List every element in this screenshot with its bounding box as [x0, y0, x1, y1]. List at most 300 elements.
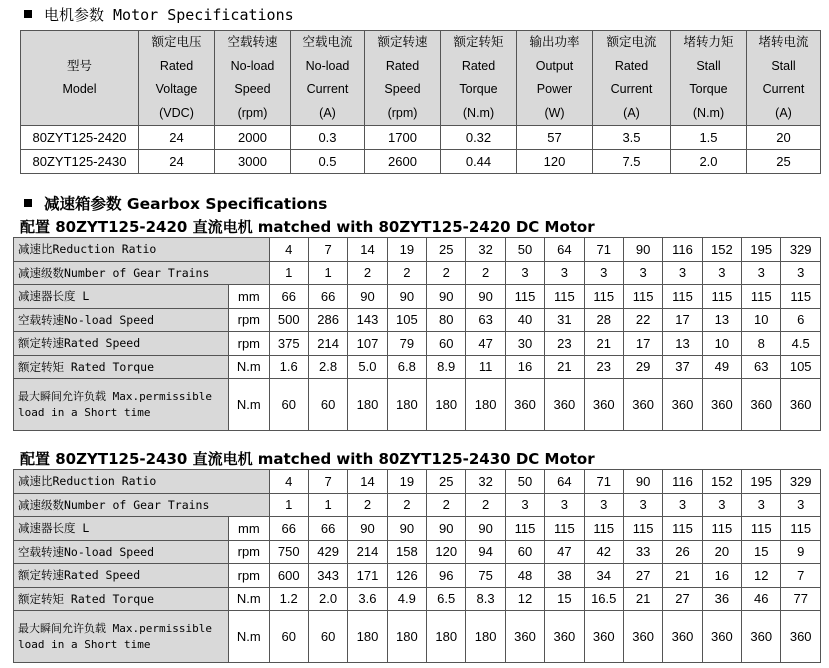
value-cell: 23: [545, 332, 584, 356]
gearbox-table-2-title: 配置 80ZYT125-2430 直流电机 matched with 80ZYT125-2430 DC Motor: [20, 450, 595, 468]
header-line: (VDC): [159, 105, 194, 120]
value-cell: 77: [781, 587, 821, 611]
value-cell: 90: [387, 285, 426, 309]
unit-cell: N.m: [229, 611, 269, 663]
value-cell: 37: [663, 355, 702, 379]
value-cell: 3: [663, 493, 702, 517]
value-cell: 8.9: [427, 355, 466, 379]
bullet-square-icon: [24, 199, 32, 207]
value-cell: 195: [742, 238, 781, 262]
value-cell: 38: [545, 564, 584, 588]
value-cell: 15: [742, 540, 781, 564]
header-line: Rated: [614, 58, 649, 73]
value-cell: 360: [545, 611, 584, 663]
value-cell: 360: [781, 379, 821, 431]
value-cell: 96: [427, 564, 466, 588]
value-cell: 48: [505, 564, 544, 588]
value-cell: 360: [545, 379, 584, 431]
unit-cell: N.m: [229, 355, 269, 379]
value-cell: 10: [742, 308, 781, 332]
unit-cell: rpm: [229, 564, 269, 588]
value-cell: 3: [623, 261, 662, 285]
motor-header-cell: [517, 31, 593, 126]
value-cell: 329: [781, 238, 821, 262]
row-label: 减速器长度 L: [14, 517, 229, 541]
value-cell: 360: [663, 379, 702, 431]
value-cell: 7: [781, 564, 821, 588]
header-line: (W): [544, 105, 565, 120]
value-cell: 16: [505, 355, 544, 379]
value-cell: 214: [308, 332, 347, 356]
value-cell: 36: [702, 587, 741, 611]
value-cell: 3: [545, 493, 584, 517]
header-line: 额定转速: [377, 35, 428, 49]
value-cell: 79: [387, 332, 426, 356]
value-cell: 152: [702, 238, 741, 262]
value-cell: 66: [269, 285, 308, 309]
value-cell: 1: [308, 493, 347, 517]
value-cell: 195: [742, 470, 781, 494]
value-cell: 21: [623, 587, 662, 611]
value-cell: 360: [702, 379, 741, 431]
value-cell: 63: [466, 308, 505, 332]
value-cell: 115: [781, 517, 821, 541]
value-cell: 180: [387, 379, 426, 431]
value-cell: 360: [623, 379, 662, 431]
value-cell: 7: [308, 470, 347, 494]
value-cell: 14: [348, 470, 387, 494]
value-cell: 343: [308, 564, 347, 588]
gearbox-row: [14, 261, 821, 285]
value-cell: 116: [663, 470, 702, 494]
value-cell: 6: [781, 308, 821, 332]
value-cell: 171: [348, 564, 387, 588]
gearbox-row: [14, 540, 821, 564]
row-label: 额定转速Rated Speed: [14, 332, 229, 356]
value-cell: 3.5: [593, 126, 671, 150]
value-cell: 1: [308, 261, 347, 285]
value-cell: 60: [505, 540, 544, 564]
gearbox-row: [14, 470, 821, 494]
header-line: No-load: [305, 58, 350, 73]
value-cell: 115: [663, 285, 702, 309]
value-cell: 500: [269, 308, 308, 332]
value-cell: 3: [584, 261, 623, 285]
value-cell: 115: [545, 285, 584, 309]
value-cell: 180: [427, 611, 466, 663]
value-cell: 47: [545, 540, 584, 564]
value-cell: 21: [663, 564, 702, 588]
value-cell: 0.32: [441, 126, 517, 150]
value-cell: 115: [623, 517, 662, 541]
value-cell: 3: [505, 493, 544, 517]
value-cell: 360: [505, 379, 544, 431]
value-cell: 49: [702, 355, 741, 379]
value-cell: 24: [139, 126, 215, 150]
motor-header-cell: [21, 31, 139, 126]
header-line: Torque: [689, 82, 728, 96]
value-cell: 1: [269, 493, 308, 517]
value-cell: 180: [466, 379, 505, 431]
value-cell: 2.0: [308, 587, 347, 611]
row-label: 减速级数Number of Gear Trains: [14, 493, 270, 517]
value-cell: 71: [584, 470, 623, 494]
gearbox-row: [14, 493, 821, 517]
value-cell: 116: [663, 238, 702, 262]
value-cell: 0.3: [291, 126, 365, 150]
value-cell: 21: [584, 332, 623, 356]
value-cell: 4.9: [387, 587, 426, 611]
value-cell: 22: [623, 308, 662, 332]
value-cell: 4: [269, 470, 308, 494]
value-cell: 180: [387, 611, 426, 663]
value-cell: 2: [387, 493, 426, 517]
unit-cell: mm: [229, 517, 269, 541]
value-cell: 3000: [215, 150, 291, 174]
value-cell: 90: [348, 285, 387, 309]
value-cell: 2: [348, 493, 387, 517]
value-cell: 115: [781, 285, 821, 309]
value-cell: 60: [269, 379, 308, 431]
value-cell: 3: [505, 261, 544, 285]
value-cell: 66: [308, 517, 347, 541]
gearbox-row: [14, 587, 821, 611]
value-cell: 3.6: [348, 587, 387, 611]
value-cell: 8: [742, 332, 781, 356]
value-cell: 47: [466, 332, 505, 356]
value-cell: 94: [466, 540, 505, 564]
unit-cell: mm: [229, 285, 269, 309]
row-label: 额定转矩 Rated Torque: [14, 355, 229, 379]
value-cell: 360: [584, 611, 623, 663]
header-line: Model: [62, 82, 97, 96]
value-cell: 2: [466, 261, 505, 285]
value-cell: 115: [742, 285, 781, 309]
value-cell: 180: [427, 379, 466, 431]
unit-cell: rpm: [229, 540, 269, 564]
value-cell: 115: [505, 285, 544, 309]
value-cell: 33: [623, 540, 662, 564]
value-cell: 71: [584, 238, 623, 262]
value-cell: 375: [269, 332, 308, 356]
value-cell: 107: [348, 332, 387, 356]
value-cell: 6.8: [387, 355, 426, 379]
unit-cell: N.m: [229, 379, 269, 431]
gearbox-row: [14, 308, 821, 332]
value-cell: 90: [427, 517, 466, 541]
value-cell: 90: [387, 517, 426, 541]
header-line: Current: [762, 82, 805, 96]
gearbox-row: [14, 332, 821, 356]
value-cell: 24: [139, 150, 215, 174]
gearbox-table-2420: [13, 237, 821, 431]
value-cell: 90: [623, 238, 662, 262]
value-cell: 360: [505, 611, 544, 663]
value-cell: 115: [742, 517, 781, 541]
row-label: 减速比Reduction Ratio: [14, 238, 270, 262]
value-cell: 105: [387, 308, 426, 332]
value-cell: 25: [747, 150, 821, 174]
bullet-square-icon: [24, 10, 32, 18]
value-cell: 126: [387, 564, 426, 588]
header-line: Current: [610, 82, 653, 96]
value-cell: 360: [742, 611, 781, 663]
unit-cell: N.m: [229, 587, 269, 611]
motor-header-cell: [139, 31, 215, 126]
motor-specs-table: [20, 30, 821, 174]
value-cell: 60: [308, 611, 347, 663]
unit-cell: rpm: [229, 332, 269, 356]
motor-specs-heading: 电机参数 Motor Specifications: [24, 4, 294, 25]
value-cell: 3: [781, 493, 821, 517]
header-line: Rated: [385, 58, 420, 73]
gearbox-row: [14, 355, 821, 379]
row-label: 最大瞬间允许负载 Max.permissible load in a Short time: [14, 611, 229, 663]
value-cell: 75: [466, 564, 505, 588]
row-label: 减速器长度 L: [14, 285, 229, 309]
value-cell: 60: [269, 611, 308, 663]
gearbox-specs-heading: 减速箱参数 Gearbox Specifications: [24, 192, 327, 214]
value-cell: 115: [584, 517, 623, 541]
header-line: Speed: [234, 82, 271, 96]
value-cell: 1.5: [671, 126, 747, 150]
value-cell: 3: [742, 261, 781, 285]
value-cell: 3: [584, 493, 623, 517]
value-cell: 180: [348, 379, 387, 431]
header-line: 型号: [66, 58, 92, 73]
value-cell: 30: [505, 332, 544, 356]
value-cell: 360: [663, 611, 702, 663]
value-cell: 120: [427, 540, 466, 564]
value-cell: 6.5: [427, 587, 466, 611]
value-cell: 1.6: [269, 355, 308, 379]
value-cell: 13: [663, 332, 702, 356]
value-cell: 16.5: [584, 587, 623, 611]
value-cell: 19: [387, 238, 426, 262]
header-line: Stall: [771, 58, 796, 73]
value-cell: 4.5: [781, 332, 821, 356]
row-label: 减速级数Number of Gear Trains: [14, 261, 270, 285]
header-line: No-load: [230, 58, 275, 73]
value-cell: 28: [584, 308, 623, 332]
value-cell: 3: [742, 493, 781, 517]
header-line: (rpm): [387, 105, 418, 120]
value-cell: 13: [702, 308, 741, 332]
value-cell: 360: [623, 611, 662, 663]
value-cell: 9: [781, 540, 821, 564]
value-cell: 105: [781, 355, 821, 379]
value-cell: 34: [584, 564, 623, 588]
value-cell: 32: [466, 470, 505, 494]
value-cell: 90: [427, 285, 466, 309]
header-line: (A): [775, 105, 792, 120]
motor-header-cell: [291, 31, 365, 126]
header-line: 空载电流: [302, 35, 353, 49]
header-line: (A): [623, 105, 640, 120]
gearbox-row: [14, 611, 821, 663]
value-cell: 120: [517, 150, 593, 174]
header-line: 额定电压: [151, 35, 202, 49]
header-line: 额定转矩: [453, 35, 504, 49]
motor-header-row: [21, 31, 821, 126]
value-cell: 57: [517, 126, 593, 150]
value-cell: 360: [702, 611, 741, 663]
value-cell: 11: [466, 355, 505, 379]
value-cell: 214: [348, 540, 387, 564]
value-cell: 115: [505, 517, 544, 541]
value-cell: 7: [308, 238, 347, 262]
gearbox-row: [14, 285, 821, 309]
value-cell: 31: [545, 308, 584, 332]
motor-header-cell: [747, 31, 821, 126]
value-cell: 5.0: [348, 355, 387, 379]
header-line: Current: [306, 82, 349, 96]
row-label: 空载转速No-load Speed: [14, 540, 229, 564]
value-cell: 2000: [215, 126, 291, 150]
value-cell: 23: [584, 355, 623, 379]
value-cell: 600: [269, 564, 308, 588]
header-line: 空载转速: [227, 35, 278, 49]
value-cell: 143: [348, 308, 387, 332]
value-cell: 46: [742, 587, 781, 611]
value-cell: 19: [387, 470, 426, 494]
value-cell: 286: [308, 308, 347, 332]
row-label: 最大瞬间允许负载 Max.permissible load in a Short time: [14, 379, 229, 431]
value-cell: 180: [466, 611, 505, 663]
header-line: Voltage: [155, 82, 198, 96]
value-cell: 115: [545, 517, 584, 541]
value-cell: 25: [427, 470, 466, 494]
value-cell: 3: [623, 493, 662, 517]
motor-header-cell: [365, 31, 441, 126]
header-line: Speed: [384, 82, 421, 96]
value-cell: 20: [702, 540, 741, 564]
value-cell: 1.2: [269, 587, 308, 611]
value-cell: 14: [348, 238, 387, 262]
value-cell: 1: [269, 261, 308, 285]
motor-header-cell: [671, 31, 747, 126]
value-cell: 429: [308, 540, 347, 564]
value-cell: 60: [427, 332, 466, 356]
header-line: 堵转电流: [758, 35, 809, 49]
value-cell: 2: [427, 261, 466, 285]
value-cell: 360: [584, 379, 623, 431]
value-cell: 0.5: [291, 150, 365, 174]
value-cell: 3: [545, 261, 584, 285]
value-cell: 21: [545, 355, 584, 379]
value-cell: 27: [663, 587, 702, 611]
gearbox-table-1-title: 配置 80ZYT125-2420 直流电机 matched with 80ZYT125-2420 DC Motor: [20, 218, 595, 236]
value-cell: 3: [702, 261, 741, 285]
gearbox-row: [14, 564, 821, 588]
value-cell: 7.5: [593, 150, 671, 174]
value-cell: 50: [505, 470, 544, 494]
value-cell: 115: [663, 517, 702, 541]
header-line: Power: [536, 82, 573, 96]
value-cell: 2600: [365, 150, 441, 174]
value-cell: 20: [747, 126, 821, 150]
gearbox-row: [14, 238, 821, 262]
value-cell: 4: [269, 238, 308, 262]
header-line: (N.m): [462, 105, 495, 120]
value-cell: 40: [505, 308, 544, 332]
row-label: 额定转速Rated Speed: [14, 564, 229, 588]
motor-row: [21, 150, 821, 174]
gearbox-row: [14, 517, 821, 541]
value-cell: 15: [545, 587, 584, 611]
header-line: Stall: [696, 58, 721, 73]
value-cell: 115: [584, 285, 623, 309]
value-cell: 360: [742, 379, 781, 431]
value-cell: 750: [269, 540, 308, 564]
value-cell: 90: [348, 517, 387, 541]
motor-header-cell: [593, 31, 671, 126]
value-cell: 1700: [365, 126, 441, 150]
value-cell: 12: [742, 564, 781, 588]
value-cell: 10: [702, 332, 741, 356]
value-cell: 60: [308, 379, 347, 431]
value-cell: 2.0: [671, 150, 747, 174]
value-cell: 360: [781, 611, 821, 663]
value-cell: 90: [466, 285, 505, 309]
value-cell: 115: [702, 285, 741, 309]
value-cell: 25: [427, 238, 466, 262]
motor-header-cell: [215, 31, 291, 126]
value-cell: 2: [387, 261, 426, 285]
header-line: (rpm): [237, 105, 268, 120]
gearbox-table-2430: [13, 469, 821, 663]
header-line: Rated: [461, 58, 496, 73]
value-cell: 17: [623, 332, 662, 356]
header-line: Output: [535, 58, 574, 73]
value-cell: 29: [623, 355, 662, 379]
value-cell: 64: [545, 470, 584, 494]
header-line: 输出功率: [529, 35, 580, 49]
model-cell: 80ZYT125-2430: [21, 150, 139, 174]
value-cell: 3: [781, 261, 821, 285]
value-cell: 80: [427, 308, 466, 332]
value-cell: 8.3: [466, 587, 505, 611]
value-cell: 16: [702, 564, 741, 588]
value-cell: 158: [387, 540, 426, 564]
row-label: 减速比Reduction Ratio: [14, 470, 270, 494]
value-cell: 2: [427, 493, 466, 517]
gearbox-row: [14, 379, 821, 431]
value-cell: 32: [466, 238, 505, 262]
motor-row: [21, 126, 821, 150]
model-cell: 80ZYT125-2420: [21, 126, 139, 150]
value-cell: 12: [505, 587, 544, 611]
value-cell: 90: [623, 470, 662, 494]
value-cell: 2: [466, 493, 505, 517]
value-cell: 66: [269, 517, 308, 541]
value-cell: 180: [348, 611, 387, 663]
header-line: Rated: [159, 58, 194, 73]
value-cell: 2: [348, 261, 387, 285]
value-cell: 152: [702, 470, 741, 494]
row-label: 空载转速No-load Speed: [14, 308, 229, 332]
value-cell: 26: [663, 540, 702, 564]
value-cell: 115: [623, 285, 662, 309]
value-cell: 329: [781, 470, 821, 494]
value-cell: 42: [584, 540, 623, 564]
header-line: (N.m): [692, 105, 725, 120]
value-cell: 3: [702, 493, 741, 517]
header-line: 额定电流: [606, 35, 657, 49]
value-cell: 2.8: [308, 355, 347, 379]
row-label: 额定转矩 Rated Torque: [14, 587, 229, 611]
value-cell: 90: [466, 517, 505, 541]
